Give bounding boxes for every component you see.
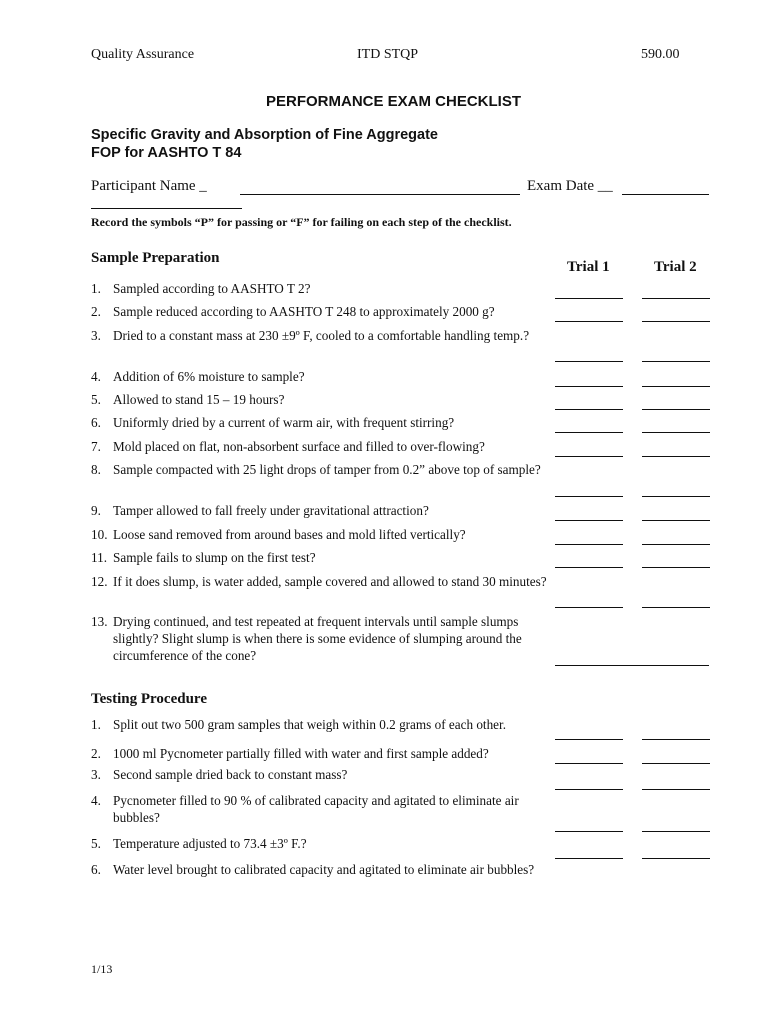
checklist-item [91,280,561,297]
item-number: 12. [91,574,108,589]
item-text: 1000 ml Pycnometer partially filled with water and first sample added? [113,746,489,761]
checklist-item [91,327,561,344]
item-text: Water level brought to calibrated capacity and agitated to eliminate air bubbles? [113,862,535,877]
checklist-item [91,461,561,478]
trial-1-entry[interactable] [555,496,623,497]
item-text: Sample compacted with 25 light drops of tamper from 0.2” above top of sample? [113,462,541,477]
checklist-item [91,745,561,762]
checklist-item [91,502,561,519]
exam-date-field[interactable] [622,194,709,195]
trial-2-entry[interactable] [642,831,710,832]
item-text: Temperature adjusted to 73.4 ±3º F.? [113,836,307,851]
participant-name-field[interactable] [240,194,520,195]
trial-1-entry[interactable] [555,763,623,764]
item-number: 6. [91,415,101,430]
checklist-item [91,792,561,826]
item-text: Drying continued, and test repeated at frequent intervals until sample slumps slightly? Slight slump is when there is some evidence of slumping around the circumference of the cone? [113,614,522,663]
item-number: 8. [91,462,101,477]
trial-2-entry[interactable] [642,496,710,497]
item-text: Loose sand removed from around bases and mold lifted vertically? [113,527,466,542]
header-right: 590.00 [641,47,680,62]
trial-1-entry[interactable] [555,456,623,457]
item-number: 4. [91,369,101,384]
trial-1-entry[interactable] [555,432,623,433]
item-text: Uniformly dried by a current of warm air, with frequent stirring? [113,415,455,430]
item-number: 5. [91,392,101,407]
checklist-item [91,368,561,385]
checklist-item [91,391,561,408]
item-text: Mold placed on flat, non-absorbent surface and filled to over-flowing? [113,439,485,454]
trial-1-entry[interactable] [555,520,623,521]
subtitle-fop: FOP for AASHTO T 84 [91,145,242,161]
trial-2-entry[interactable] [642,432,710,433]
checklist-item [91,766,561,783]
item-text: Sample reduced according to AASHTO T 248 to approximately 2000 g? [113,304,495,319]
item-number: 1. [91,281,101,296]
page-title: PERFORMANCE EXAM CHECKLIST [266,93,522,110]
item-number: 10. [91,527,108,542]
item-text: If it does slump, is water added, sample covered and allowed to stand 30 minutes? [113,574,547,589]
item-text: Second sample dried back to constant mass? [113,767,348,782]
item-text: Sample fails to slump on the first test? [113,550,316,565]
trial-2-entry[interactable] [642,763,710,764]
trial-2-entry[interactable] [642,409,710,410]
item-text: Split out two 500 gram samples that weigh within 0.2 grams of each other. [113,717,506,732]
item-number: 2. [91,746,101,761]
trial-1-entry[interactable] [555,321,623,322]
item-text: Sampled according to AASHTO T 2? [113,281,311,296]
trial-2-entry[interactable] [642,321,710,322]
section-heading-sample-preparation: Sample Preparation [91,250,220,266]
checklist-item [91,835,561,852]
trial-2-entry[interactable] [642,386,710,387]
item-text: Addition of 6% moisture to sample? [113,369,305,384]
trial-1-entry[interactable] [555,789,623,790]
trial-1-entry[interactable] [555,386,623,387]
participant-name-label: Participant Name _ [91,178,207,194]
trial-2-entry[interactable] [642,789,710,790]
exam-date-label: Exam Date __ [527,178,613,194]
participant-name-continuation-line [91,208,242,209]
page-number: 1/13 [91,962,113,976]
trial-2-entry[interactable] [642,456,710,457]
item-number: 4. [91,793,101,808]
trial-1-entry[interactable] [555,858,623,859]
checklist-item [91,303,561,320]
item-text: Dried to a constant mass at 230 ±9º F, cooled to a comfortable handling temp.? [113,328,530,343]
trial-2-entry[interactable] [642,361,710,362]
item-number: 3. [91,328,101,343]
item-number: 2. [91,304,101,319]
trial-1-entry[interactable] [555,607,623,608]
trial-2-entry[interactable] [642,739,710,740]
item-number: 9. [91,503,101,518]
trial-1-entry[interactable] [555,361,623,362]
checklist-item [91,861,561,878]
instruction-text: Record the symbols “P” for passing or “F” for failing on each step of the checklist. [91,215,512,229]
item-number: 6. [91,862,101,877]
checklist-item [91,526,561,543]
combined-trial-entry[interactable] [555,665,709,666]
trial-2-entry[interactable] [642,298,710,299]
checklist-item [91,716,561,733]
item-number: 13. [91,614,108,629]
trial-1-entry[interactable] [555,739,623,740]
item-number: 1. [91,717,101,732]
checklist-item [91,414,561,431]
section-heading-testing-procedure: Testing Procedure [91,691,207,707]
trial-2-entry[interactable] [642,567,710,568]
item-text: Pycnometer filled to 90 % of calibrated capacity and agitated to eliminate air bubbles? [113,793,519,825]
trial-2-entry[interactable] [642,520,710,521]
trial-1-entry[interactable] [555,409,623,410]
header-left: Quality Assurance [91,47,195,62]
item-number: 11. [91,550,107,565]
trial-2-entry[interactable] [642,607,710,608]
trial-1-header: Trial 1 [567,259,610,275]
item-text: Allowed to stand 15 – 19 hours? [113,392,285,407]
item-number: 5. [91,836,101,851]
checklist-item [91,549,561,566]
trial-2-header: Trial 2 [654,259,697,275]
trial-2-entry[interactable] [642,858,710,859]
header-center: ITD STQP [357,47,419,62]
checklist-item [91,613,561,664]
item-text: Tamper allowed to fall freely under gravitational attraction? [113,503,429,518]
trial-1-entry[interactable] [555,567,623,568]
trial-1-entry[interactable] [555,544,623,545]
checklist-item [91,573,561,590]
trial-2-entry[interactable] [642,544,710,545]
subtitle-test-name: Specific Gravity and Absorption of Fine Aggregate [91,127,438,143]
item-number: 7. [91,439,101,454]
item-number: 3. [91,767,101,782]
trial-1-entry[interactable] [555,831,623,832]
trial-1-entry[interactable] [555,298,623,299]
checklist-item [91,438,561,455]
